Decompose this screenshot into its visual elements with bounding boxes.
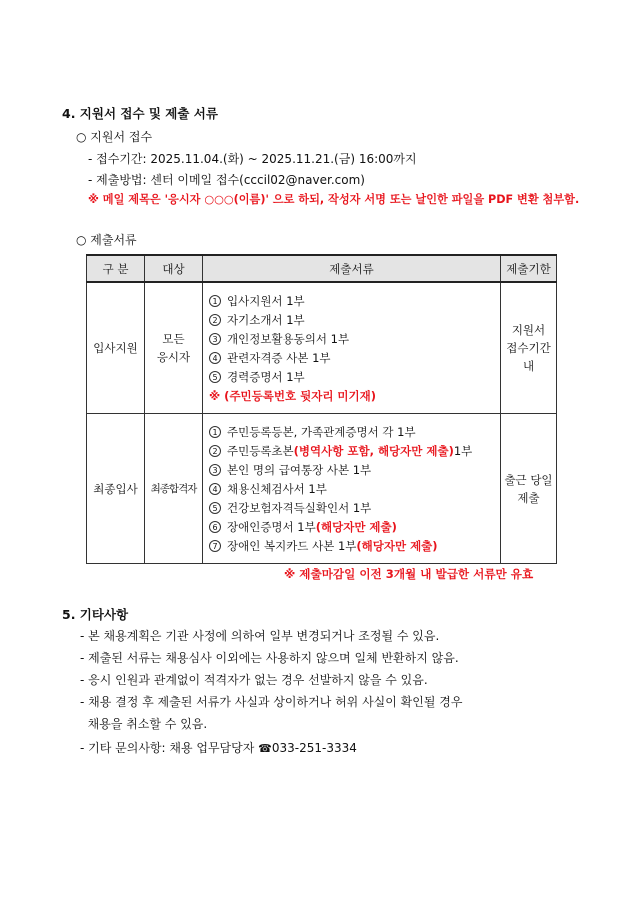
doc-text: 주민등록초본 [227, 443, 294, 458]
list-item [209, 536, 500, 555]
doc-text: 본인 명의 급여통장 사본 1부 [227, 462, 372, 477]
doc-text: 장애인증명서 1부 [227, 519, 316, 534]
resident-number-warning: ※ (주민등록번호 뒷자리 미기재) [209, 388, 377, 403]
table-row [87, 282, 557, 414]
deadline-line: 지원서 [511, 323, 546, 337]
application-period: - 접수기간: 2025.11.04.(화) ~ 2025.11.21.(금) 16:00까지 [88, 152, 417, 166]
notice-line: - 본 채용계획은 기관 사정에 의하여 일부 변경되거나 조정될 수 있음. [80, 629, 440, 643]
validity-notice: ※ 제출마감일 이전 3개월 내 발급한 서류만 유효 [284, 567, 534, 581]
notice-line: - 제출된 서류는 채용심사 이외에는 사용하지 않으며 일체 반환하지 않음. [80, 651, 459, 665]
circled-number: 3 [209, 333, 221, 345]
list-item [209, 348, 500, 367]
doc-tail: 1부 [453, 443, 473, 458]
subsection-application: ○ 지원서 접수 [76, 130, 153, 144]
contact-phone: 033-251-3334 [271, 741, 357, 755]
list-item [209, 367, 500, 386]
target-line: 모든 [162, 332, 185, 346]
circled-number: 3 [209, 464, 221, 476]
circled-number: 2 [209, 445, 221, 457]
subsection-documents: ○ 제출서류 [76, 233, 137, 247]
doc-note: (해당자만 제출) [315, 519, 397, 534]
notice-line: - 채용 결정 후 제출된 서류가 사실과 상이하거나 허위 사실이 확인될 경우 [80, 695, 463, 709]
circled-number: 1 [209, 295, 221, 307]
contact-label: - 기타 문의사항: 채용 업무담당자 [80, 741, 259, 755]
target-line: 최종합격자 [150, 482, 197, 495]
doc-text: 입사지원서 1부 [227, 293, 305, 308]
deadline-line: 접수기간 내 [506, 341, 551, 373]
list-item [209, 460, 500, 479]
row-deadline [501, 414, 557, 564]
circled-number: 2 [209, 314, 221, 326]
row-documents [203, 414, 501, 564]
circled-number: 5 [209, 371, 221, 383]
doc-text: 장애인 복지카드 사본 1부 [227, 538, 357, 553]
table-header-row [87, 255, 557, 282]
deadline-line: 제출 [517, 490, 540, 505]
list-item [209, 517, 500, 536]
section-4-title: 4. 지원서 접수 및 제출 서류 [62, 106, 218, 121]
mail-title-notice: ※ 메일 제목은 '응시자 ○○○(이름)' 으로 하되, 작성자 서명 또는 날인한 파일을 PDF 변환 첨부함. [88, 193, 580, 206]
doc-text: 건강보험자격득실확인서 1부 [227, 500, 372, 515]
phone-icon: ☎ [258, 742, 272, 755]
list-item [209, 310, 500, 329]
circled-number: 7 [209, 540, 221, 552]
list-item [209, 441, 500, 460]
notice-line: - 응시 인원과 관계없이 적격자가 없는 경우 선발하지 않을 수 있음. [80, 673, 428, 687]
header-documents: 제출서류 [203, 255, 501, 282]
deadline-line: 출근 당일 [504, 472, 553, 487]
target-line: 응시자 [156, 350, 191, 364]
notice-line: 채용을 취소할 수 있음. [80, 717, 208, 731]
doc-text: 주민등록등본, 가족관계증명서 각 1부 [227, 424, 416, 439]
circled-number: 1 [209, 426, 221, 438]
header-deadline: 제출기한 [501, 255, 557, 282]
table-row [87, 414, 557, 564]
row-documents [203, 282, 501, 414]
doc-text: 경력증명서 1부 [227, 369, 305, 384]
doc-text: 개인정보활용동의서 1부 [227, 331, 350, 346]
circled-number: 4 [209, 483, 221, 495]
doc-text: 채용신체검사서 1부 [227, 481, 327, 496]
row-category: 입사지원 [87, 282, 145, 414]
row-target [145, 282, 203, 414]
row-category: 최종입사 [87, 414, 145, 564]
doc-note: (병역사항 포함, 해당자만 제출) [293, 443, 454, 458]
doc-note: (해당자만 제출) [356, 538, 438, 553]
submission-method: - 제출방법: 센터 이메일 접수(cccil02@naver.com) [88, 173, 365, 187]
contact-line [80, 739, 357, 756]
circled-number: 6 [209, 521, 221, 533]
list-item [209, 291, 500, 310]
circled-number: 4 [209, 352, 221, 364]
doc-text: 자기소개서 1부 [227, 312, 305, 327]
list-item [209, 479, 500, 498]
doc-text: 관련자격증 사본 1부 [227, 350, 331, 365]
documents-table [86, 254, 557, 564]
row-target [145, 414, 203, 564]
section-5-title: 5. 기타사항 [62, 607, 129, 622]
circled-number: 5 [209, 502, 221, 514]
list-item [209, 498, 500, 517]
header-category: 구 분 [87, 255, 145, 282]
row-deadline [501, 282, 557, 414]
header-target: 대상 [145, 255, 203, 282]
list-item [209, 329, 500, 348]
list-item [209, 422, 500, 441]
